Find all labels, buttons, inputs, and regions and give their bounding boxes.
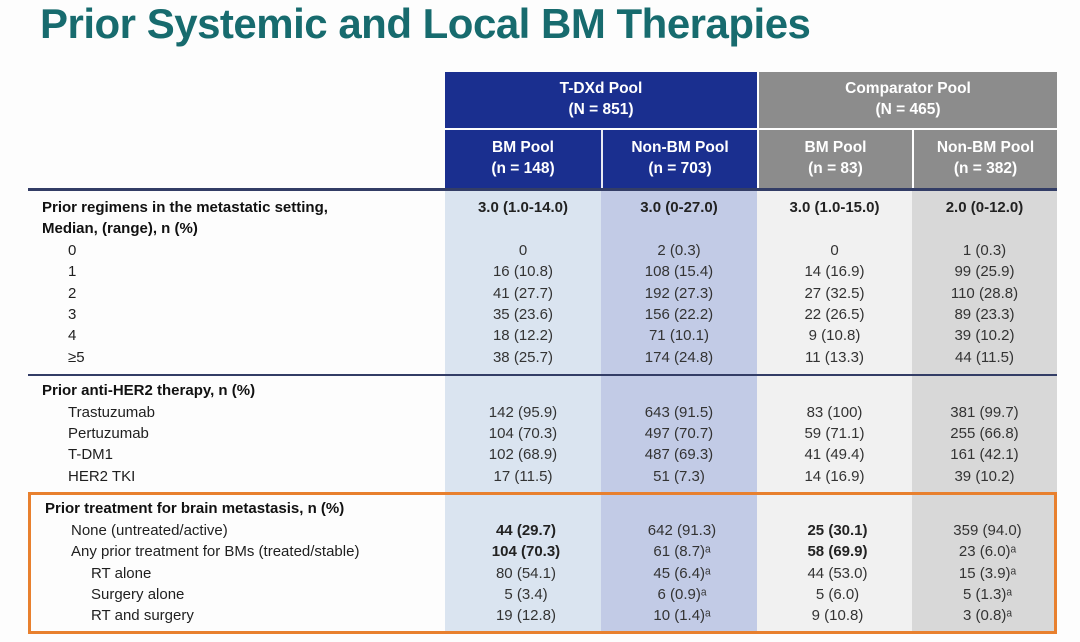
table-row — [28, 444, 1057, 465]
bm-therapies-table — [28, 72, 1057, 634]
table-header-groups — [28, 72, 1057, 128]
value-cell: 27 (32.5) — [804, 284, 865, 302]
table-header-subcolumns — [28, 130, 1057, 188]
row-label: 1 — [68, 263, 77, 281]
value-cell: 83 (100) — [806, 403, 863, 421]
value-cell: 9 (10.8) — [808, 327, 861, 345]
col-group-comparator-pool — [757, 72, 1057, 128]
row-label-line1: Prior regimens in the metastatic setting, — [42, 199, 328, 216]
row-label: 2 — [68, 284, 77, 302]
table-row — [28, 240, 1057, 261]
header-divider-line — [28, 188, 1057, 191]
row-label-line2: Median, (range), n (%) — [42, 220, 198, 238]
table-row — [28, 304, 1057, 325]
value-cell: 108 (15.4) — [644, 263, 714, 281]
table-row — [28, 380, 1057, 401]
value-cell: 41 (27.7) — [492, 284, 554, 302]
value-cell: 16 (10.8) — [492, 263, 554, 281]
col-group-n: (N = 851) — [568, 101, 634, 118]
value-cell: 38 (25.7) — [492, 348, 554, 366]
value-cell: 22 (26.5) — [804, 306, 865, 324]
value-cell: 14 (16.9) — [804, 263, 865, 281]
value-cell: 359 (94.0) — [953, 521, 1022, 539]
value-cell: 99 (25.9) — [954, 263, 1015, 281]
col-header-n: (n = 382) — [953, 160, 1018, 177]
table-row — [28, 347, 1057, 368]
row-label: 4 — [68, 327, 77, 345]
value-cell: 5 (3.4) — [504, 585, 548, 603]
value-cell: 3.0 (1.0-15.0) — [789, 199, 880, 216]
section-divider-line — [28, 374, 1057, 376]
value-cell: 10 (1.4)ᵃ — [653, 607, 711, 625]
value-cell: 104 (70.3) — [491, 543, 561, 561]
value-cell: 110 (28.8) — [950, 284, 1019, 302]
col-group-tdxd-pool — [445, 72, 757, 128]
value-cell: 71 (10.1) — [648, 327, 710, 345]
value-cell: 156 (22.2) — [644, 306, 714, 324]
col-header-label: BM Pool — [804, 139, 867, 157]
value-cell: 142 (95.9) — [488, 403, 558, 421]
row-label: T-DM1 — [68, 446, 113, 464]
value-cell: 3.0 (1.0-14.0) — [477, 199, 569, 216]
value-cell: 192 (27.3) — [644, 284, 714, 302]
table-row — [28, 197, 1057, 240]
table-row — [28, 261, 1057, 282]
section-header-label: Prior treatment for brain metastasis, n (%) — [45, 500, 345, 518]
value-cell: 2 (0.3) — [657, 241, 701, 259]
header-spacer — [28, 72, 445, 128]
table-row — [31, 605, 1054, 626]
col-header-label: Non-BM Pool — [936, 139, 1035, 157]
section-header-label: Prior anti-HER2 therapy, n (%) — [42, 382, 256, 400]
row-label: Pertuzumab — [68, 425, 149, 443]
col-header-tdxd-bm-pool — [445, 130, 601, 188]
value-cell: 104 (70.3) — [488, 425, 558, 443]
value-cell: 41 (49.4) — [804, 446, 865, 464]
col-group-n: (N = 465) — [875, 101, 941, 118]
value-cell: 5 (1.3)ᵃ — [963, 585, 1012, 603]
value-cell: 39 (10.2) — [954, 467, 1015, 485]
value-cell: 497 (70.7) — [644, 425, 714, 443]
table-row — [28, 283, 1057, 304]
col-header-comp-nonbm-pool — [912, 130, 1057, 188]
col-group-label: T-DXd Pool — [559, 80, 643, 98]
value-cell: 487 (69.3) — [644, 446, 714, 464]
row-label: Trastuzumab — [68, 403, 155, 421]
value-cell: 19 (12.8) — [495, 607, 557, 625]
col-header-n: (n = 703) — [648, 160, 712, 177]
col-header-n: (n = 148) — [491, 160, 555, 177]
row-label: 3 — [68, 306, 77, 324]
col-header-comp-bm-pool — [757, 130, 912, 188]
section-prior-anti-her2 — [28, 376, 1057, 492]
bm-treatment-highlight-box — [28, 492, 1057, 633]
page-title: Prior Systemic and Local BM Therapies — [40, 0, 811, 47]
col-header-n: (n = 83) — [808, 160, 863, 177]
value-cell: 35 (23.6) — [492, 306, 554, 324]
value-cell: 44 (53.0) — [807, 564, 868, 582]
value-cell: 18 (12.2) — [492, 327, 554, 345]
row-label: RT and surgery — [91, 607, 194, 625]
value-cell: 255 (66.8) — [950, 425, 1019, 443]
value-cell: 17 (11.5) — [493, 467, 553, 485]
header-spacer — [28, 130, 445, 188]
table-row — [28, 325, 1057, 346]
value-cell: 58 (69.9) — [807, 543, 868, 561]
value-cell: 44 (29.7) — [495, 521, 557, 539]
value-cell: 0 — [830, 241, 839, 259]
row-label: Any prior treatment for BMs (treated/stable) — [71, 543, 360, 561]
value-cell: 23 (6.0)ᵃ — [958, 543, 1017, 561]
table-body — [28, 188, 1057, 634]
row-label: None (untreated/active) — [71, 521, 228, 539]
row-label: Surgery alone — [91, 585, 185, 603]
value-cell: 381 (99.7) — [950, 403, 1019, 421]
value-cell: 15 (3.9)ᵃ — [958, 564, 1017, 582]
col-header-label: Non-BM Pool — [631, 139, 729, 157]
value-cell: 3.0 (0-27.0) — [640, 199, 718, 216]
row-label — [28, 197, 445, 240]
value-cell: 2.0 (0-12.0) — [945, 199, 1024, 216]
row-label: HER2 TKI — [68, 467, 136, 485]
value-cell: 161 (42.1) — [950, 446, 1019, 464]
value-cell: 6 (0.9)ᵃ — [657, 585, 707, 603]
value-cell: 89 (23.3) — [954, 306, 1015, 324]
value-cell: 51 (7.3) — [653, 467, 705, 485]
value-cell: 25 (30.1) — [807, 521, 868, 539]
value-cell: 9 (10.8) — [811, 607, 864, 625]
col-group-label: Comparator Pool — [845, 80, 971, 98]
table-row — [28, 402, 1057, 423]
table-row — [31, 520, 1054, 541]
row-label: ≥5 — [68, 348, 85, 366]
value-cell: 45 (6.4)ᵃ — [653, 564, 711, 582]
table-row — [31, 498, 1054, 519]
value-cell: 3 (0.8)ᵃ — [963, 607, 1012, 625]
table-row — [31, 563, 1054, 584]
value-cell: 642 (91.3) — [647, 521, 717, 539]
value-cell: 11 (13.3) — [805, 348, 864, 366]
value-cell: 5 (6.0) — [815, 585, 860, 603]
value-cell: 61 (8.7)ᵃ — [653, 543, 711, 561]
value-cell: 44 (11.5) — [955, 348, 1014, 366]
value-cell: 80 (54.1) — [495, 564, 557, 582]
value-cell: 174 (24.8) — [644, 348, 714, 366]
value-cell: 1 (0.3) — [962, 241, 1007, 259]
value-cell: 59 (71.1) — [804, 425, 865, 443]
row-label: 0 — [68, 241, 77, 259]
value-cell: 102 (68.9) — [488, 446, 558, 464]
col-header-tdxd-nonbm-pool — [601, 130, 757, 188]
value-cell: 0 — [518, 241, 528, 259]
value-cell: 39 (10.2) — [954, 327, 1015, 345]
table-row — [28, 423, 1057, 444]
row-label: RT alone — [91, 564, 152, 582]
section-prior-regimens — [28, 191, 1057, 374]
value-cell: 643 (91.5) — [644, 403, 714, 421]
col-header-label: BM Pool — [492, 139, 554, 157]
value-cell: 14 (16.9) — [804, 467, 865, 485]
table-row — [31, 541, 1054, 562]
table-row — [28, 466, 1057, 487]
table-row — [31, 584, 1054, 605]
